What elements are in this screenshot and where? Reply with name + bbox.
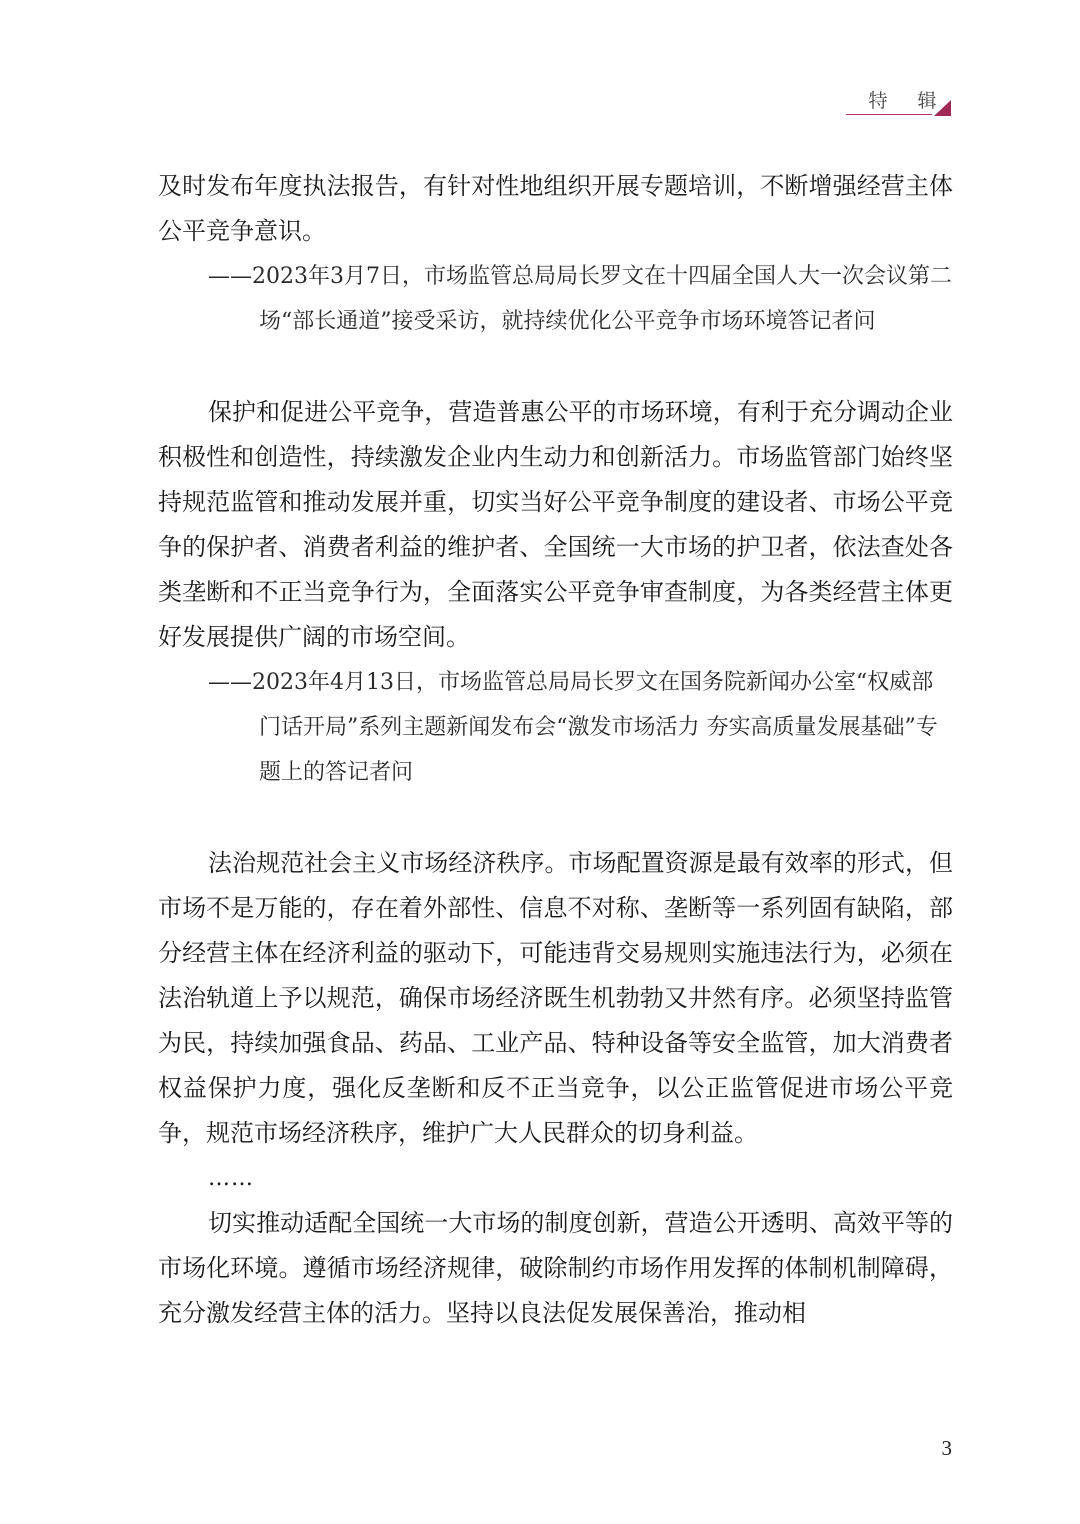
- attribution-quote-2: ——2023年4月13日，市场监管总局局长罗文在国务院新闻办公室“权威部门话开局”系列主题新闻发布会“激发市场活力 夯实高质量发展基础”专题上的答记者问: [208, 670, 938, 785]
- paragraph-3: 法治规范社会主义市场经济秩序。市场配置资源是最有效率的形式，但市场不是万能的，存在着外部性、信息不对称、垄断等一系列固有缺陷，部分经营主体在经济利益的驱动下，可能违背交易规则实施违法行为，必须在法治轨道上予以规范，确保市场经济既生机勃勃又井然有序。必须坚持监管为民，持续加强食品、药品、工业产品、特种设备等安全监管，加大消费者权益保护力度，强化反垄断和反不正当竞争，以公正监管促进市场公平竞争，规范市场经济秩序，维护广大人民群众的切身利益。: [158, 849, 953, 1147]
- attribution-quote-1: ——2023年3月7日，市场监管总局局长罗文在十四届全国人大一次会议第二场“部长通道”接受采访，就持续优化公平竞争市场环境答记者问: [208, 264, 952, 334]
- header-corner-mark: [934, 100, 951, 116]
- paragraph-2: 保护和促进公平竞争，营造普惠公平的市场环境，有利于充分调动企业积极性和创造性，持续激发企业内生动力和创新活力。市场监管部门始终坚持规范监管和推动发展并重，切实当好公平竞争制度的建设者、市场公平竞争的保护者、消费者利益的维护者、全国统一大市场的护卫者，依法查处各类垄断和不正当竞争行为，全面落实公平竞争审查制度，为各类经营主体更好发展提供广阔的市场空间。: [158, 398, 953, 651]
- section-label: 特 辑: [868, 90, 949, 112]
- page-body: [158, 164, 953, 1336]
- page-number: 3: [941, 1436, 952, 1460]
- paragraph-1: 及时发布年度执法报告，有针对性地组织开展专题培训，不断增强经营主体公平竞争意识。: [158, 172, 953, 245]
- ellipsis: ……: [208, 1166, 254, 1191]
- header-rule: [846, 114, 932, 115]
- paragraph-4: 切实推动适配全国统一大市场的制度创新，营造公开透明、高效平等的市场化环境。遵循市场经济规律，破除制约市场作用发挥的体制机制障碍，充分激发经营主体的活力。坚持以良法促发展保善治，推动相: [158, 1209, 953, 1327]
